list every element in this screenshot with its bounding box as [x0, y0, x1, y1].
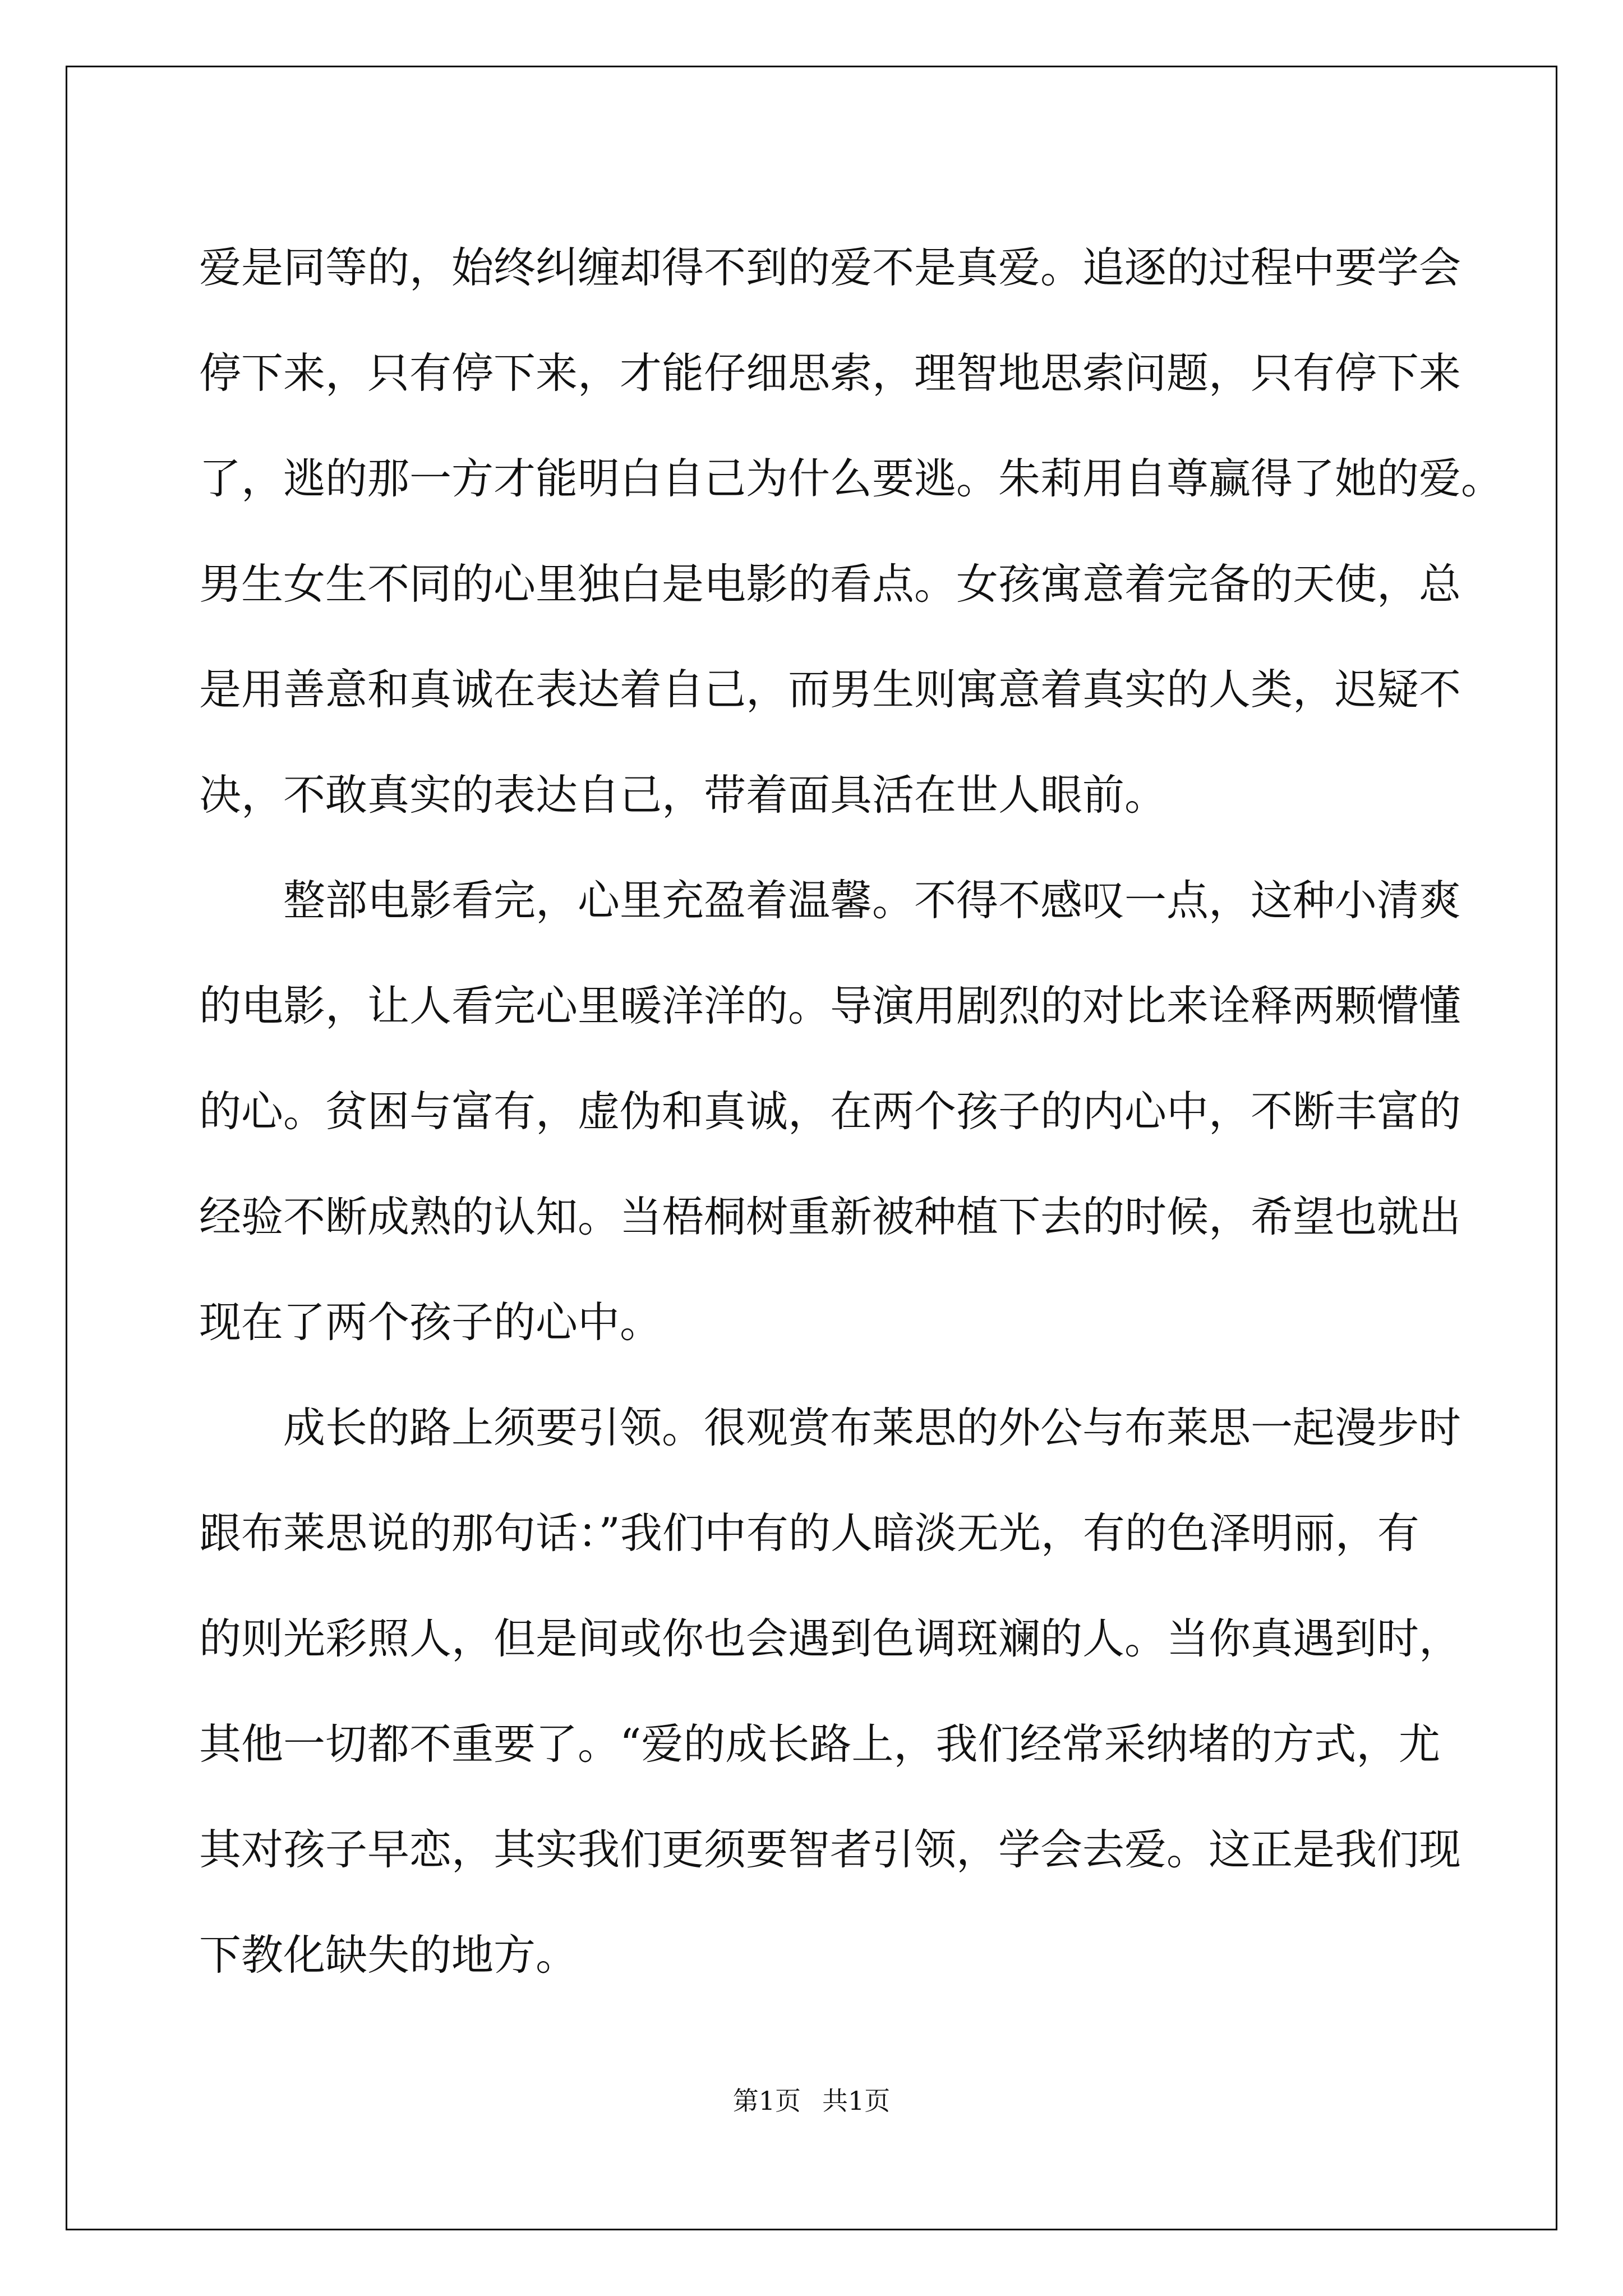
paragraph-start-line: 整部电影看完，心里充盈着温馨。不得不感叹一点，这种小清爽 [283, 876, 1461, 925]
text-line: 现在了两个孩子的心中。 [199, 1297, 662, 1347]
text-line: 决，不敢真实的表达自己，带着面具活在世人眼前。 [199, 770, 1167, 820]
text-line: 其对孩子早恋，其实我们更须要智者引领，学会去爱。这正是我们现 [199, 1825, 1461, 1874]
text-line: 经验不断成熟的认知。当梧桐树重新被种植下去的时候，希望也就出 [199, 1192, 1461, 1241]
text-line: 的则光彩照人，但是间或你也会遇到色调斑斓的人。当你真遇到时， [199, 1614, 1461, 1663]
text-line: 的电影，让人看完心里暖洋洋的。导演用剧烈的对比来诠释两颗懵懂 [199, 981, 1461, 1030]
text-line: 停下来，只有停下来，才能仔细思索，理智地思索问题，只有停下来 [199, 348, 1461, 398]
paragraph-start-line: 成长的路上须要引领。很观赏布莱思的外公与布莱思一起漫步时 [283, 1403, 1461, 1452]
text-line: 是用善意和真诚在表达着自己，而男生则寓意着真实的人类，迟疑不 [199, 665, 1461, 714]
text-line: 了，逃的那一方才能明白自己为什么要逃。朱莉用自尊赢得了她的爱。 [199, 454, 1504, 503]
page-total: 共1页 [822, 2086, 891, 2116]
text-line: 其他一切都不重要了。“爱的成长路上，我们经常采纳堵的方式，尤 [199, 1719, 1441, 1769]
text-line: 下教化缺失的地方。 [199, 1930, 578, 1980]
page-number: 第1页 [732, 2086, 801, 2116]
text-line: 的心。贫困与富有，虚伪和真诚，在两个孩子的内心中，不断丰富的 [199, 1087, 1461, 1136]
text-line: 男生女生不同的心里独白是电影的看点。女孩寓意着完备的天使，总 [199, 559, 1461, 609]
page-footer [0, 2084, 1623, 2118]
text-line: 爱是同等的，始终纠缠却得不到的爱不是真爱。追逐的过程中要学会 [199, 243, 1461, 292]
document-body [199, 215, 1504, 2008]
text-line: 跟布莱思说的那句话：”我们中有的人暗淡无光，有的色泽明丽，有 [199, 1508, 1419, 1558]
